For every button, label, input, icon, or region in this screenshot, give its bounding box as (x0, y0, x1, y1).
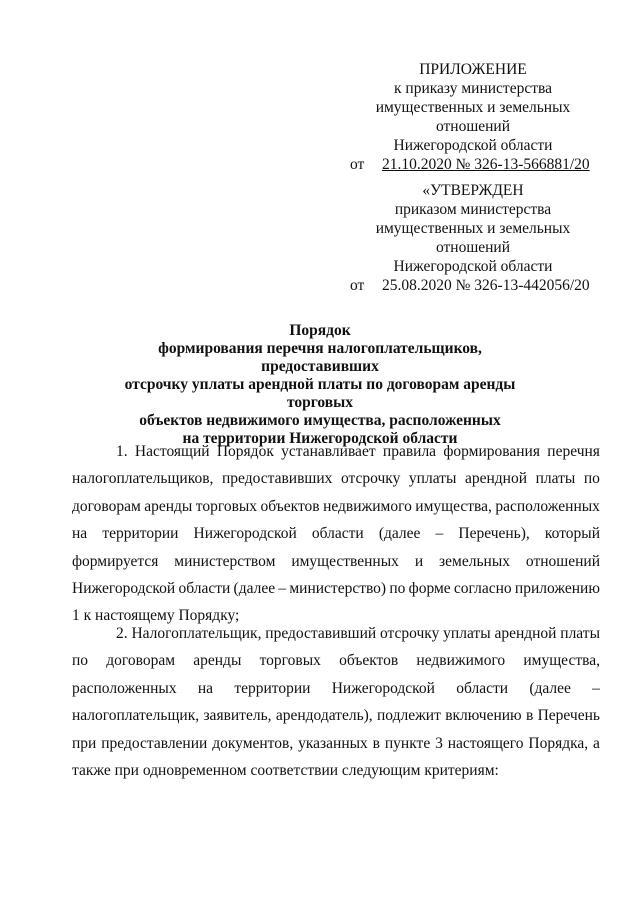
paragraph-line: налогоплательщиков, предоставивших отсрочку уплаты арендной платы по (72, 470, 600, 488)
title-line: формирования перечня налогоплательщиков, предоставивших (158, 340, 482, 375)
order-number: 25.08.2020 № 326-13-442056/20 (382, 277, 590, 294)
paragraph-line: 1 к настоящему Порядку; (72, 607, 240, 625)
document-title (100, 322, 540, 448)
title-line: на территории Нижегородской области (182, 430, 458, 447)
appendix-line: отношений (435, 118, 511, 135)
approved-line: отношений (435, 239, 511, 256)
paragraph-line: формируется министерством имущественных и земельных отношений (72, 552, 600, 570)
paragraph-line: расположенных на территории Нижегородской области (далее – (72, 679, 600, 697)
order-prefix: от (350, 277, 365, 294)
paragraph-line: 1. Настоящий Порядок устанавливает правила формирования перечня (116, 443, 600, 460)
paragraph-line: при предоставлении документов, указанных в пункте 3 настоящего Порядка, а (72, 734, 600, 752)
title-line: Порядок (289, 322, 351, 339)
appendix-line: имущественных и земельных (375, 99, 571, 116)
paragraph-line: также при одновременном соответствии следующим критериям: (72, 761, 499, 779)
order-number: 21.10.2020 № 326-13-566881/20 (382, 156, 590, 173)
approved-block (345, 181, 601, 276)
paragraph-line: Нижегородской области (далее – министерство) по форме согласно приложению (72, 579, 600, 597)
appendix-order-line (350, 155, 590, 174)
paragraph-line: по договорам аренды торговых объектов недвижимого имущества, (72, 652, 600, 670)
appendix-line: Нижегородской области (393, 137, 553, 154)
order-prefix: от (350, 156, 365, 173)
paragraph-line: 2. Налогоплательщик, предоставивший отсрочку уплаты арендной платы (116, 625, 600, 642)
approved-order-line (350, 276, 590, 295)
paragraph-line: договорам аренды торговых объектов недвижимого имущества, расположенных (72, 497, 600, 515)
paragraph-2 (72, 620, 600, 784)
title-line: отсрочку уплаты арендной платы по договорам аренды торговых (124, 376, 516, 411)
appendix-block (345, 60, 601, 155)
appendix-line: к приказу министерства (394, 80, 552, 97)
approved-line: имущественных и земельных (375, 220, 571, 237)
paragraph-1 (72, 438, 600, 630)
paragraph-line: налогоплательщик, заявитель, арендодатель), подлежит включению в Перечень (72, 707, 600, 725)
title-line: объектов недвижимого имущества, расположенных (139, 412, 501, 429)
paragraph-line: на территории Нижегородской области (далее – Перечень), который (72, 525, 600, 543)
approved-line: Нижегородской области (393, 258, 553, 275)
approved-line: приказом министерства (394, 201, 552, 218)
approved-heading: «УТВЕРЖДЕН (422, 182, 524, 199)
appendix-heading: ПРИЛОЖЕНИЕ (419, 61, 527, 78)
